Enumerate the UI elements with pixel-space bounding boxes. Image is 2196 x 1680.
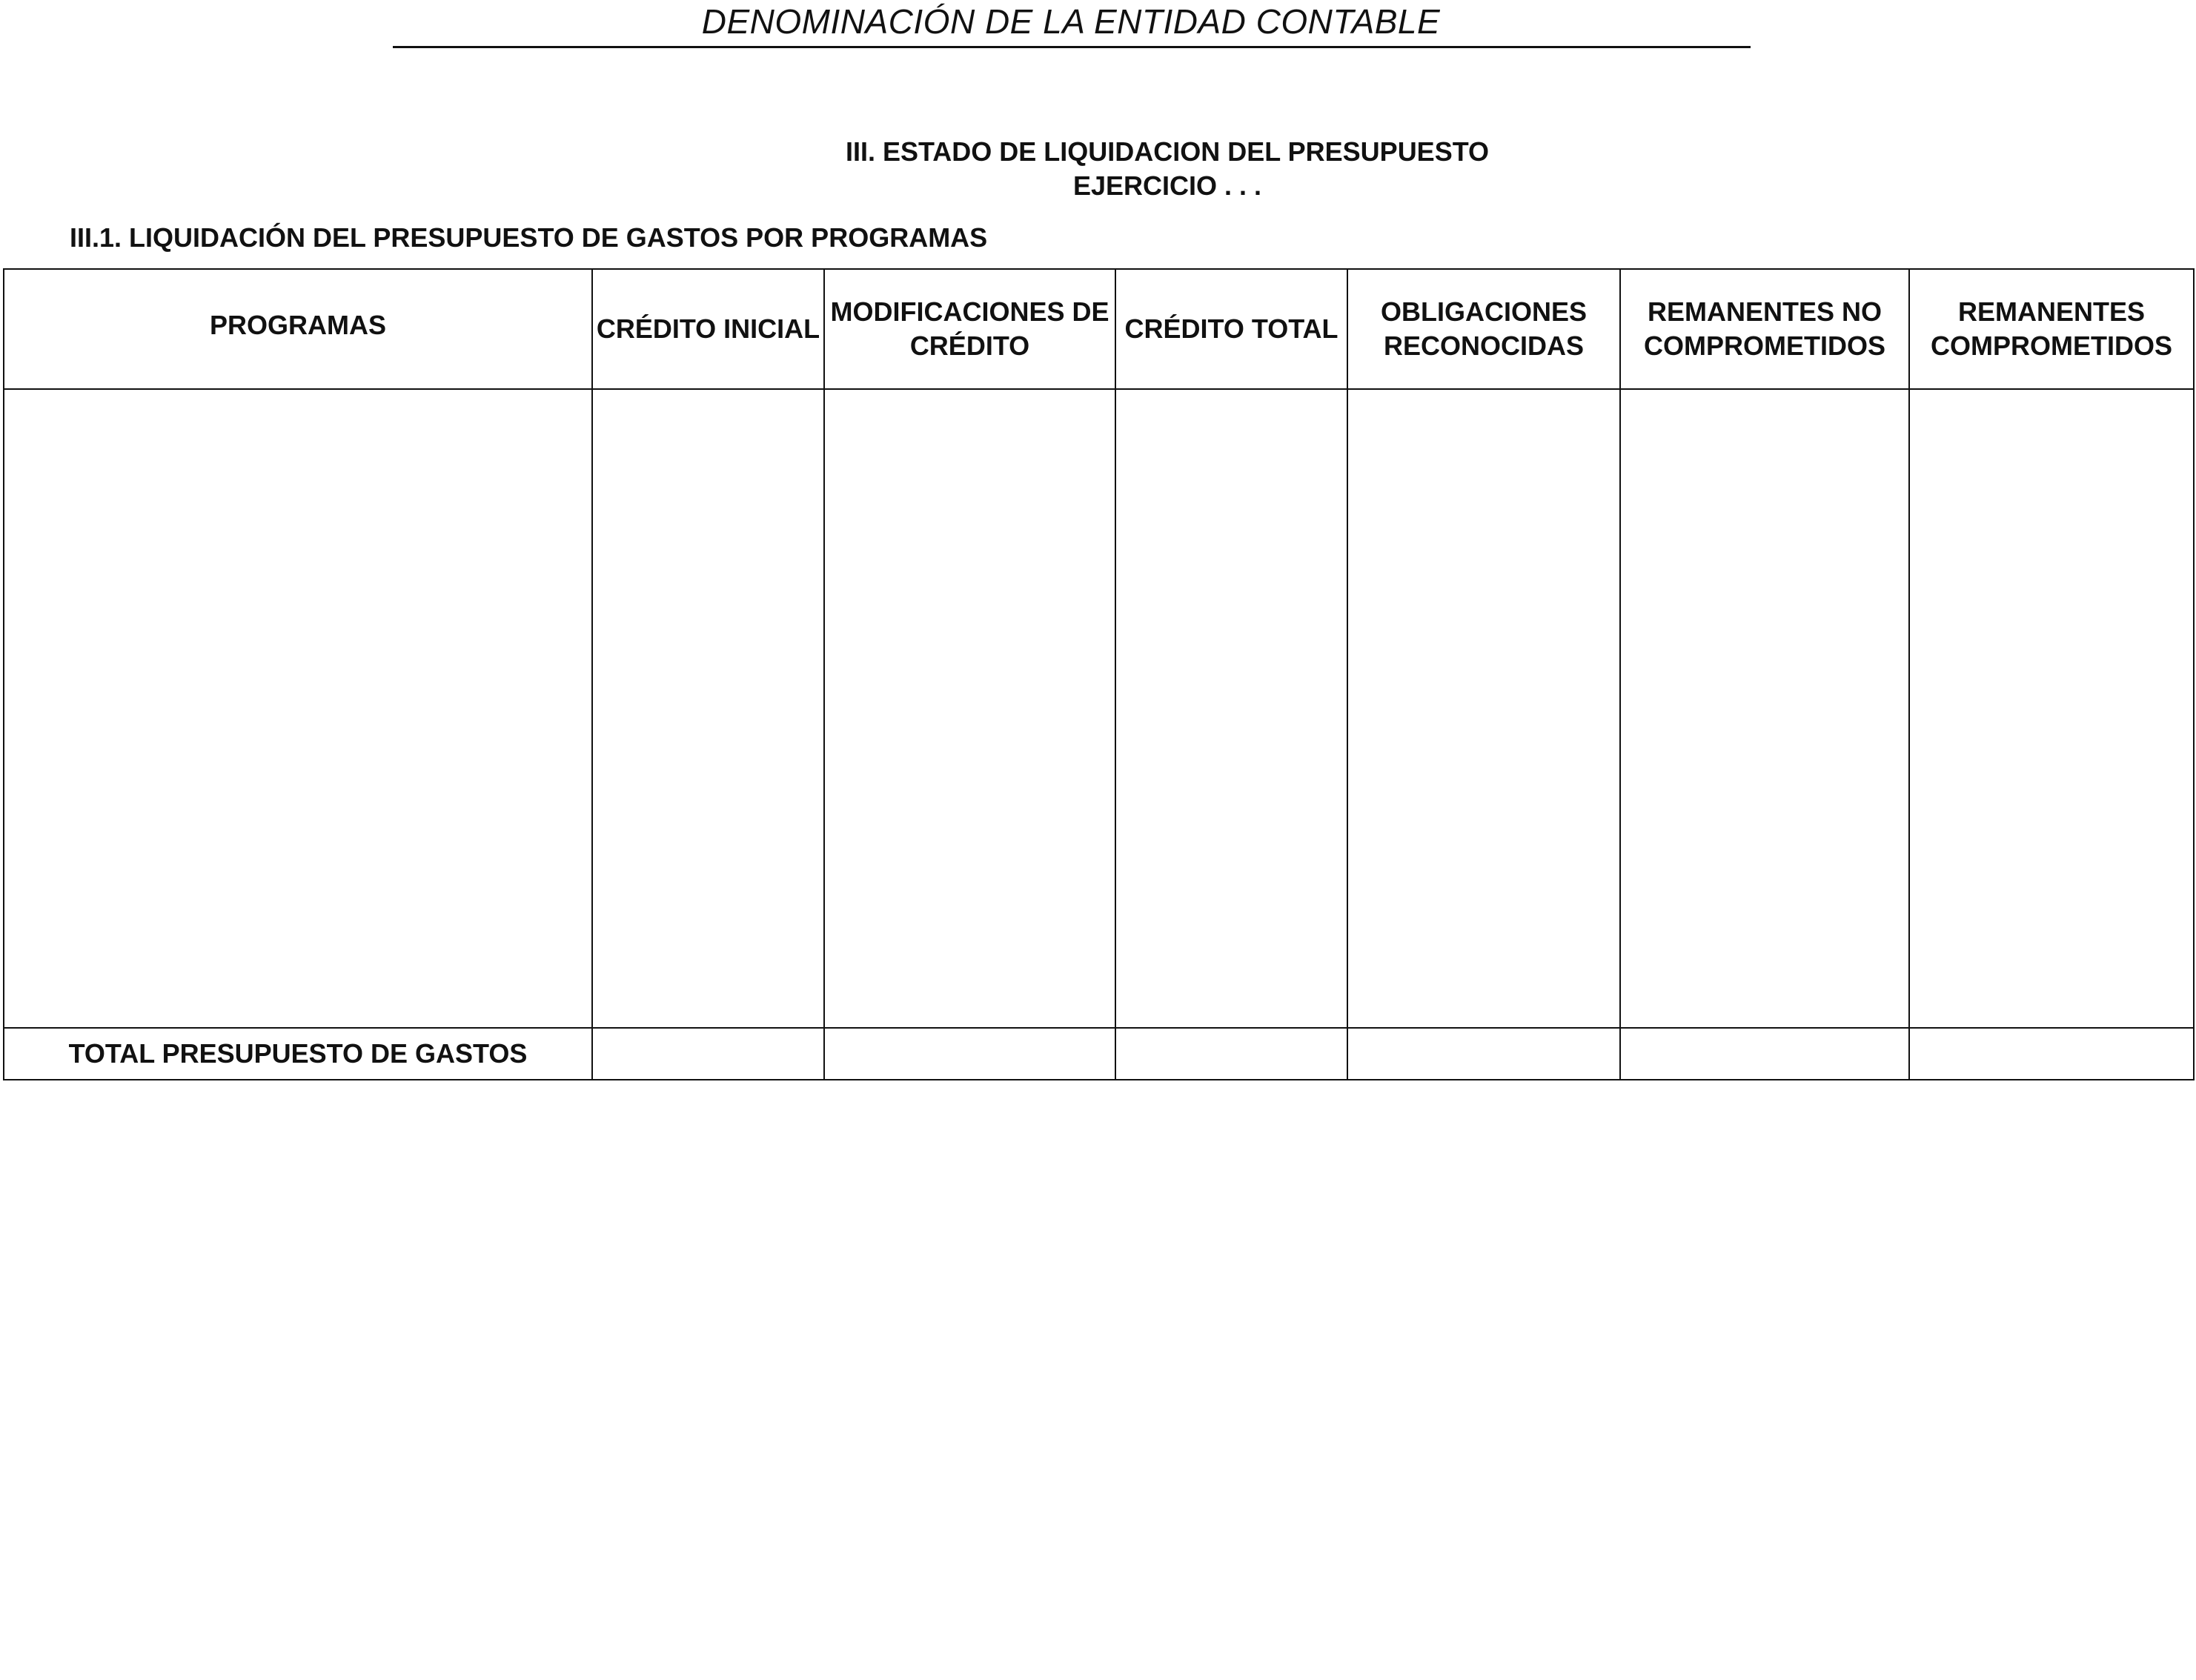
column-header-remanentes-comprometidos: REMANENTES COMPROMETIDOS	[1909, 269, 2194, 389]
section-title: III.1. LIQUIDACIÓN DEL PRESUPUESTO DE GASTOS POR PROGRAMAS	[70, 222, 988, 253]
total-remanentes-no-comprometidos	[1620, 1028, 1909, 1080]
cell-obligaciones-reconocidas	[1347, 389, 1620, 1028]
cell-remanentes-comprometidos	[1909, 389, 2194, 1028]
budget-table	[3, 268, 2195, 1080]
header-row	[4, 269, 2194, 389]
cell-programas	[4, 389, 592, 1028]
column-header-remanentes-no-comprometidos: REMANENTES NO COMPROMETIDOS	[1620, 269, 1909, 389]
entity-title: DENOMINACIÓN DE LA ENTIDAD CONTABLE	[701, 2, 1441, 41]
report-title: III. ESTADO DE LIQUIDACION DEL PRESUPUESTO	[845, 136, 1490, 167]
total-row	[4, 1028, 2194, 1080]
total-label: TOTAL PRESUPUESTO DE GASTOS	[4, 1028, 592, 1080]
total-modificaciones-credito	[824, 1028, 1115, 1080]
column-header-obligaciones-reconocidas: OBLIGACIONES RECONOCIDAS	[1347, 269, 1620, 389]
column-header-modificaciones-credito: MODIFICACIONES DE CRÉDITO	[824, 269, 1115, 389]
cell-remanentes-no-comprometidos	[1620, 389, 1909, 1028]
cell-modificaciones-credito	[824, 389, 1115, 1028]
total-remanentes-comprometidos	[1909, 1028, 2194, 1080]
total-credito-total	[1115, 1028, 1347, 1080]
cell-credito-total	[1115, 389, 1347, 1028]
column-header-credito-total: CRÉDITO TOTAL	[1115, 269, 1347, 389]
column-header-programas: PROGRAMAS	[4, 269, 592, 389]
entity-title-underline	[393, 46, 1751, 48]
column-header-credito-inicial: CRÉDITO INICIAL	[592, 269, 824, 389]
fiscal-year: EJERCICIO . . .	[1072, 170, 1262, 201]
cell-credito-inicial	[592, 389, 824, 1028]
data-row	[4, 389, 2194, 1028]
report-heading	[667, 135, 1668, 203]
total-credito-inicial	[592, 1028, 824, 1080]
total-obligaciones-reconocidas	[1347, 1028, 1620, 1080]
